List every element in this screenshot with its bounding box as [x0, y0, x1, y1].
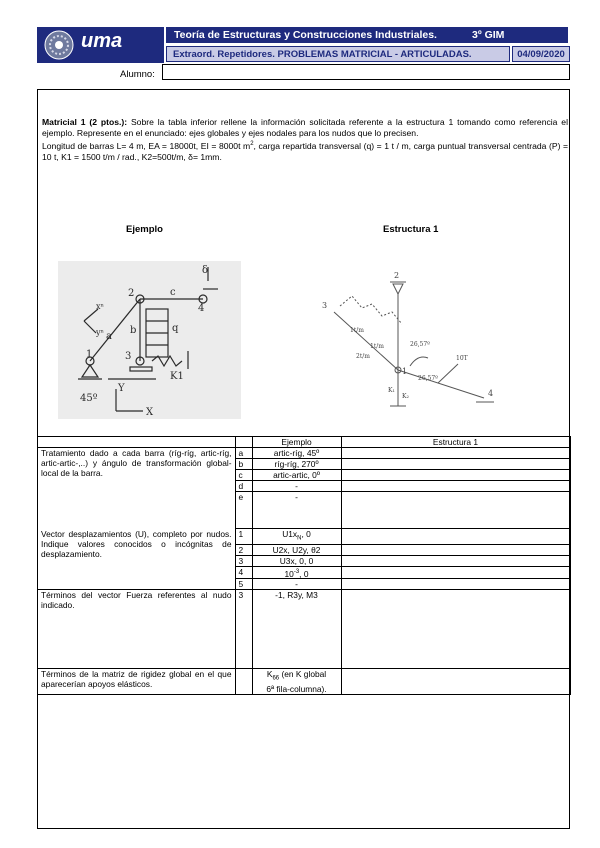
- course-banner: [166, 27, 568, 43]
- col-structure-header: Estructura 1: [341, 437, 570, 448]
- structure-answer-cell[interactable]: [341, 470, 570, 481]
- row-id: 3: [235, 555, 252, 566]
- structure-answer-cell[interactable]: [341, 579, 570, 590]
- row-id: 5: [235, 579, 252, 590]
- structure-answer-cell[interactable]: [341, 544, 570, 555]
- structure-answer-cell[interactable]: [341, 555, 570, 566]
- answer-table: [38, 436, 571, 695]
- example-delta: δ: [202, 265, 209, 276]
- structure-point-load: 10T: [456, 355, 468, 362]
- example-cell: -: [252, 492, 341, 529]
- row-id: 2: [235, 544, 252, 555]
- structure-dist-1: 1t/m: [370, 343, 384, 350]
- structure-answer-cell[interactable]: [341, 448, 570, 459]
- example-bar-a: a: [106, 331, 112, 342]
- structure-node-3: 3: [322, 301, 328, 310]
- structure-answer-cell[interactable]: [341, 529, 570, 545]
- example-cell: artic-ríg, 45º: [252, 448, 341, 459]
- logo-text: uma: [81, 30, 123, 52]
- problem-text-2-sup: 2: [250, 141, 254, 147]
- structure-node-1: 1: [402, 367, 408, 376]
- example-node-2: 2: [128, 288, 135, 299]
- example-node-1: 1: [86, 349, 93, 360]
- problem-statement: [42, 117, 568, 163]
- structure-answer-cell[interactable]: [341, 459, 570, 470]
- course-title: Teoría de Estructuras y Construcciones Industriales.: [174, 29, 437, 41]
- structure-label: Estructura 1: [383, 224, 439, 235]
- logo-emblem-icon: [37, 27, 79, 63]
- example-bar-b: b: [130, 325, 137, 336]
- course-level: 3º GIM: [472, 29, 505, 41]
- example-cell: $10^{-3}$, 0: [252, 566, 341, 579]
- section-stiffness-desc: Términos de la matriz de rigidez global en el que aparecerían apoyos elásticos.: [38, 669, 235, 695]
- problem-text-2b: , carga repartida transversal (q) = 1 t / m, carga puntual transversal centrada (P) = 10 t, K1 = 1500 t/m / rad., K2=500t/m, δ= 1mm.: [42, 140, 569, 162]
- student-name-field[interactable]: [162, 64, 570, 80]
- row-id: e: [235, 492, 252, 529]
- exam-date-box: [512, 46, 570, 62]
- example-node-3: 3: [125, 351, 132, 362]
- section-force-desc: Términos del vector Fuerza referentes al nudo indicado.: [38, 590, 235, 669]
- table-row: [38, 669, 570, 695]
- example-axis-y: Y: [118, 383, 125, 394]
- structure-answer-cell[interactable]: [341, 669, 570, 695]
- row-id: 1: [235, 529, 252, 545]
- col-example-header: Ejemplo: [252, 437, 341, 448]
- structure-answer-cell[interactable]: [341, 590, 570, 669]
- example-node-4: 4: [198, 303, 205, 314]
- example-cell: U2x, U2y, θ2: [252, 544, 341, 555]
- table-header-row: [38, 437, 570, 448]
- structure-1-sketch: [298, 268, 522, 418]
- structure-k1: K₁: [388, 387, 395, 394]
- example-axis-x: X: [146, 407, 154, 418]
- structure-node-2: 2: [394, 271, 400, 280]
- structure-k2: K₂: [402, 393, 409, 400]
- exam-title: Extraord. Repetidores. PROBLEMAS MATRICIAL - ARTICULADAS.: [173, 49, 472, 60]
- row-id: 3: [235, 590, 252, 669]
- row-id: a: [235, 448, 252, 459]
- example-cell: -: [252, 579, 341, 590]
- section-displacement-desc: Vector desplazamientos (U), completo por nudos. Indique valores conocidos o incógnitas de desplazamiento.: [38, 529, 235, 590]
- example-load-q: q: [172, 323, 179, 334]
- example-axis-xn: xⁿ: [96, 302, 104, 311]
- row-id: 4: [235, 566, 252, 579]
- problem-title: Matricial 1 (2 ptos.):: [42, 117, 128, 127]
- structure-answer-cell[interactable]: [341, 492, 570, 529]
- table-row: [38, 529, 570, 545]
- structure-answer-cell[interactable]: [341, 566, 570, 579]
- example-bar-c: c: [170, 287, 176, 298]
- row-id: b: [235, 459, 252, 470]
- structure-dist-2: 2t/m: [356, 353, 370, 360]
- example-cell: U3x, 0, 0: [252, 555, 341, 566]
- example-cell: artic-artic, 0º: [252, 470, 341, 481]
- example-cell: -: [252, 481, 341, 492]
- example-structure-sketch: [58, 261, 241, 419]
- structure-answer-cell[interactable]: [341, 481, 570, 492]
- row-id: d: [235, 481, 252, 492]
- section-bar-treatment-desc: Tratamiento dado a cada barra (ríg-ríg, artic-ríg, artic-artic-,..) y ángulo de transformación global-local de la barra.: [38, 448, 235, 529]
- structure-load-1: 1t/m: [350, 327, 364, 334]
- row-id: c: [235, 470, 252, 481]
- exam-banner: [166, 46, 510, 62]
- example-cell: $U1x_N$, 0: [252, 529, 341, 545]
- example-cell: -1, R3y, M3: [252, 590, 341, 669]
- example-cell: ríg-ríg, 270º: [252, 459, 341, 470]
- student-label: Alumno:: [120, 69, 155, 80]
- problem-text-2a: Longitud de barras L= 4 m, EA = 18000t, EI = 8000t m: [42, 140, 251, 151]
- example-label: Ejemplo: [126, 224, 163, 235]
- exam-date: 04/09/2020: [517, 49, 565, 60]
- example-k1: K1: [170, 371, 184, 382]
- table-row: [38, 448, 570, 459]
- problem-text-1: Sobre la tabla inferior rellene la información solicitada referente a la estructura 1 tomando como referencia el ejemplo. Represente en el enunciado: ejes globales y ejes nodales para los nudos que lo precisen.: [42, 117, 568, 138]
- structure-node-4: 4: [488, 389, 494, 398]
- example-axis-yn: yⁿ: [96, 328, 104, 337]
- structure-angle-2: 26,57º: [418, 375, 438, 382]
- table-row: [38, 590, 570, 669]
- example-angle: 45º: [80, 393, 98, 404]
- example-cell: $K_{66}$ (en K global 6ª fila-columna).: [252, 669, 341, 695]
- row-id: [235, 669, 252, 695]
- structure-angle-1: 26,57º: [410, 341, 430, 348]
